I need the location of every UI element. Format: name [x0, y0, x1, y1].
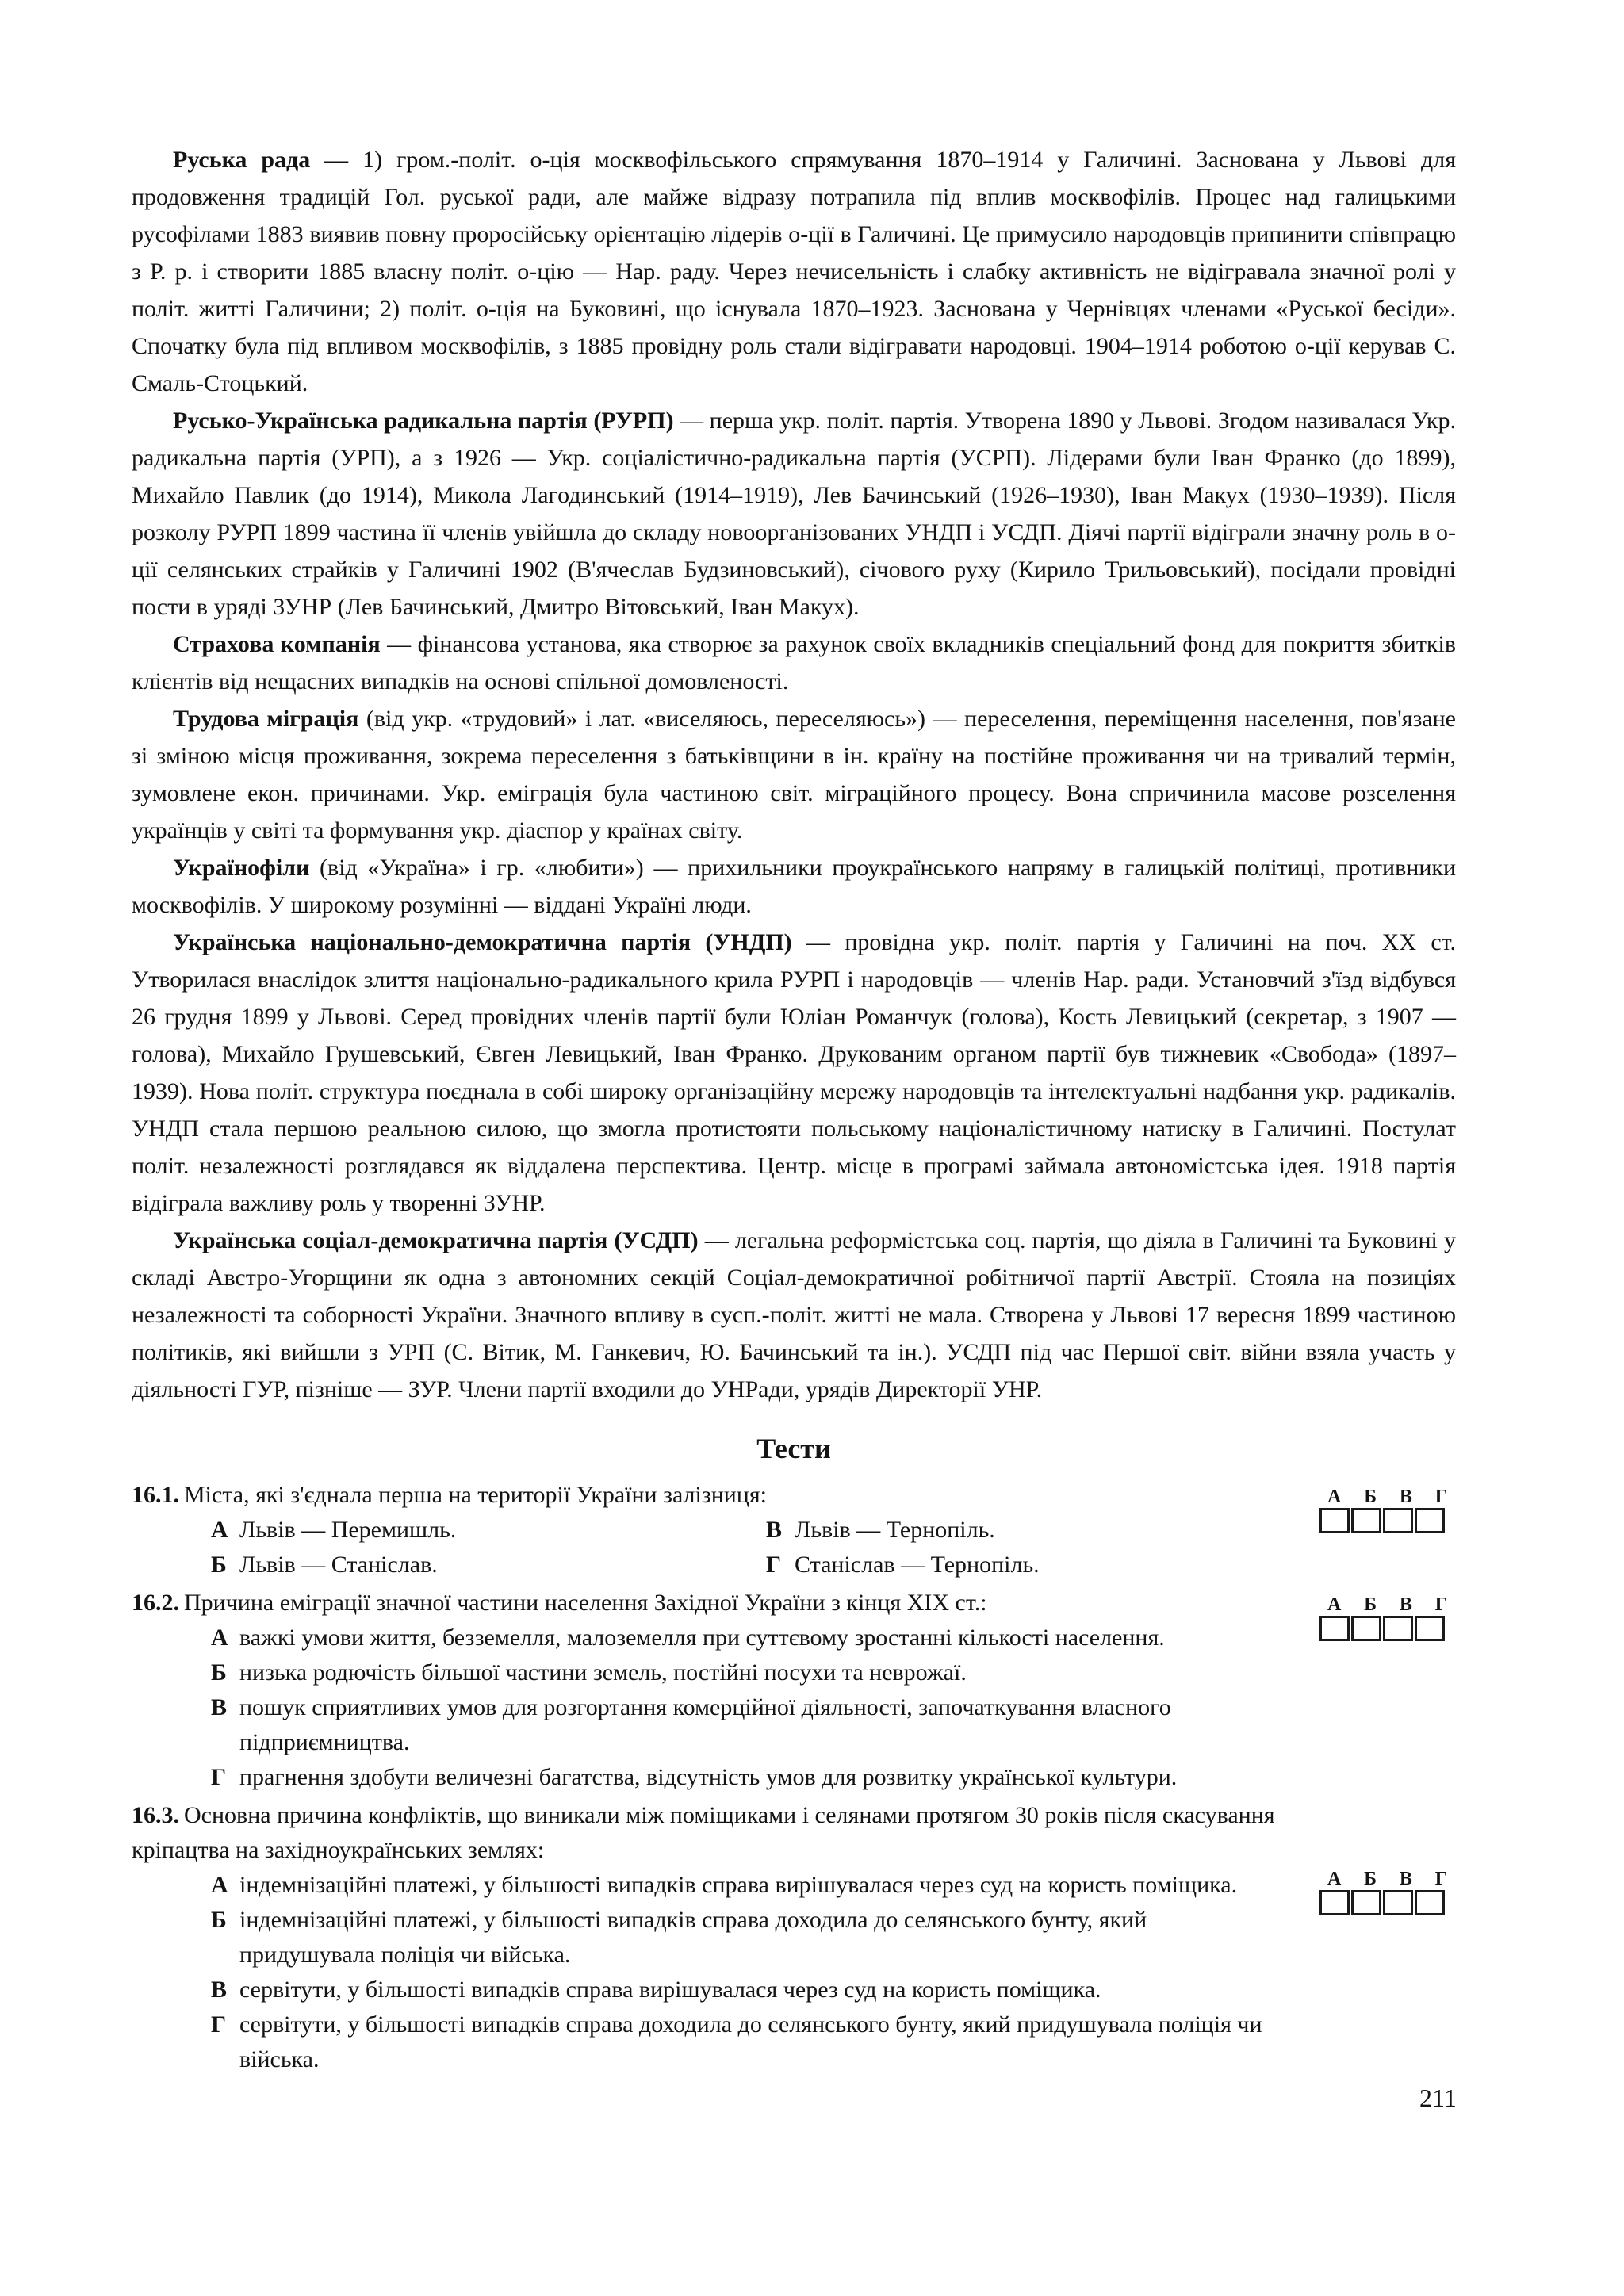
answer-option	[211, 1655, 1281, 1690]
answer-option	[766, 1513, 1274, 1548]
answer-grid	[1320, 1487, 1456, 1533]
answer-option	[211, 1903, 1281, 1973]
answer-option	[211, 1548, 718, 1582]
glossary-definition: — легальна реформістська соц. партія, що діяла в Галичині та Буковині у складі Австро-Угорщини як одна з автономних секцій Соціал-демократичної робітничої партії Австрії. Стояла на позиціях незалежності та соборності України. Значного впливу в сусп.-політ. житті не мала. Створена у Львові 17 вересня 1899 частиною політиків, які вийшли з УРП (С. Вітик, М. Ганкевич, Ю. Бачинський та ін.). УСДП під час Першої світ. війни взяла участь у діяльності ГУР, пізніше — ЗУР. Члени партії входили до УНРади, урядів Директорії УНР.	[132, 1227, 1456, 1402]
option-letter: А	[211, 1517, 228, 1543]
option-text: Львів — Перемишль.	[239, 1517, 457, 1543]
question-number: 16.1.	[132, 1482, 179, 1508]
glossary-entry	[132, 700, 1456, 849]
question-text: Міста, які з'єднала перша на території України залізниця:	[184, 1482, 767, 1508]
answer-option	[211, 2007, 1281, 2077]
option-text: пошук сприятливих умов для розгортання комерційної діяльності, започаткування власного підприємництва.	[239, 1694, 1171, 1755]
option-text: низька родючість більшої частини земель, постійні посухи та неврожаї.	[239, 1659, 967, 1686]
glossary-entry	[132, 1222, 1456, 1408]
glossary-term: Українська соціал-демократична партія (УСДП)	[173, 1227, 699, 1253]
option-text: сервітути, у більшості випадків справа вирішувалася через суд на користь поміщика.	[239, 1976, 1101, 2003]
test-question	[132, 1586, 1456, 1795]
glossary-term: Русько-Українська радикальна партія (РУРП)	[173, 408, 674, 434]
answer-option	[766, 1548, 1274, 1582]
answer-checkbox[interactable]	[1415, 1508, 1445, 1533]
glossary-definition: — фінансова установа, яка створює за рахунок своїх вкладників спеціальний фонд для покриття збитків клієнтів від нещасних випадків на основі спільної домовленості.	[132, 631, 1457, 695]
answer-grid-letter: А	[1327, 1594, 1342, 1615]
answer-grid-letter: В	[1399, 1869, 1413, 1889]
option-letter: А	[211, 1872, 228, 1898]
glossary-entry	[132, 924, 1456, 1222]
glossary-entry	[132, 141, 1456, 402]
option-text: Львів — Станіслав.	[239, 1552, 438, 1578]
answer-checkbox[interactable]	[1320, 1890, 1350, 1915]
answer-checkbox[interactable]	[1415, 1616, 1445, 1641]
option-text: індемнізаційні платежі, у більшості випадків справа вирішувалася через суд на користь поміщика.	[239, 1872, 1238, 1898]
answer-grid-letter: Г	[1434, 1487, 1448, 1507]
answer-grid-letters	[1320, 1869, 1456, 1888]
glossary-definition: (від укр. «трудовий» і лат. «виселяюсь, переселяюсь») — переселення, переміщення населення, пов'язане зі зміною місця проживання, зокрема переселення з батьківщини в ін. країну на постійне проживання чи на тривалий термін, зумовлене екон. причинами. Укр. еміграція була частиною світ. міграційного процесу. Вона спричинила масове розселення українців у світі та формування укр. діаспор у країнах світу.	[132, 706, 1456, 844]
option-letter: Г	[211, 1764, 227, 1790]
glossary-term: Українська національно-демократична партія (УНДП)	[173, 929, 792, 955]
answer-grid-cells	[1320, 1890, 1456, 1915]
option-letter: В	[211, 1976, 228, 2003]
glossary-term: Українофіли	[173, 855, 310, 881]
glossary-entry	[132, 626, 1456, 700]
option-text: індемнізаційні платежі, у більшості випадків справа доходила до селянського бунту, який придушувала поліція чи війська.	[239, 1907, 1147, 1968]
option-letter: Г	[211, 2011, 227, 2038]
answer-grid-cells	[1320, 1508, 1456, 1533]
answer-options	[132, 1513, 1281, 1582]
question-number: 16.3.	[132, 1802, 179, 1828]
test-question	[132, 1478, 1456, 1582]
answer-grid-letter: В	[1399, 1487, 1413, 1507]
answer-grid	[1320, 1869, 1456, 1915]
answer-checkbox[interactable]	[1320, 1508, 1350, 1533]
answer-option	[211, 1760, 1281, 1795]
glossary-term: Трудова міграція	[173, 706, 359, 732]
question-text: Основна причина конфліктів, що виникали між поміщиками і селянами протягом 30 років після скасування кріпацтва на західноукраїнських землях:	[132, 1802, 1275, 1863]
answer-checkbox[interactable]	[1351, 1890, 1381, 1915]
answer-option	[211, 1973, 1281, 2007]
answer-grid-letter: Б	[1364, 1594, 1378, 1615]
option-text: прагнення здобути величезні багатства, відсутність умов для розвитку української культури.	[239, 1764, 1178, 1790]
answer-checkbox[interactable]	[1383, 1890, 1413, 1915]
option-text: Станіслав — Тернопіль.	[795, 1552, 1040, 1578]
answer-checkbox[interactable]	[1415, 1890, 1445, 1915]
question-stem	[132, 1478, 1281, 1513]
answer-grid-letter: Б	[1364, 1487, 1378, 1507]
answer-checkbox[interactable]	[1383, 1616, 1413, 1641]
answer-grid-letter: Б	[1364, 1869, 1378, 1889]
option-text: Львів — Тернопіль.	[795, 1517, 995, 1543]
tests-section	[132, 1478, 1456, 2077]
answer-checkbox[interactable]	[1351, 1508, 1381, 1533]
answer-grid-letter: В	[1399, 1594, 1413, 1615]
glossary-entry	[132, 402, 1456, 626]
answer-grid-letter: Г	[1434, 1869, 1448, 1889]
glossary-definition: (від «Україна» і гр. «любити») — прихильники проукраїнського напряму в галицькій політиці, противники москвофілів. У широкому розумінні — віддані Україні люди.	[132, 855, 1456, 918]
question-stem	[132, 1586, 1281, 1621]
answer-options	[132, 1868, 1281, 2077]
glossary-definition: — перша укр. політ. партія. Утворена 1890 у Львові. Згодом називалася Укр. радикальна партія (УРП), а з 1926 — Укр. соціалістично-радикальна партія (УСРП). Лідерами були Іван Франко (до 1899), Михайло Павлик (до 1914), Микола Лагодинський (1914–1919), Лев Бачинський (1926–1930), Іван Макух (1930–1939). Після розколу РУРП 1899 частина її членів увійшла до складу новоорганізованих УНДП і УСДП. Діячі партії відіграли значну роль в о-ції селянських страйків у Галичині 1902 (В'ячеслав Будзиновський), січового руху (Кирило Трильовський), посідали провідні пости в уряді ЗУНР (Лев Бачинський, Дмитро Вітовський, Іван Макух).	[132, 408, 1456, 620]
glossary-section	[132, 141, 1456, 1408]
test-question	[132, 1798, 1456, 2077]
page-content	[132, 141, 1456, 2077]
answer-grid-cells	[1320, 1616, 1456, 1641]
answer-checkbox[interactable]	[1320, 1616, 1350, 1641]
option-letter: Б	[211, 1907, 227, 1933]
answer-checkbox[interactable]	[1351, 1616, 1381, 1641]
glossary-definition: — провідна укр. політ. партія у Галичині на поч. XX ст. Утворилася внаслідок злиття національно-радикального крила РУРП і народовців — членів Нар. ради. Установчий з'їзд відбувся 26 грудня 1899 у Львові. Серед провідних членів партії були Юліан Романчук (голова), Кость Левицький (секретар, з 1907 — голова), Михайло Грушевський, Євген Левицький, Іван Франко. Друкованим органом партії був тижневик «Свобода» (1897–1939). Нова політ. структура поєднала в собі широку організаційну мережу народовців та інтелектуальні надбання укр. радикалів. УНДП стала першою реальною силою, що змогла протистояти польському націоналістичному натиску в Галичині. Постулат політ. незалежності розглядався як віддалена перспектива. Центр. місце в програмі займала автономістська ідея. 1918 партія відіграла важливу роль у творенні ЗУНР.	[132, 929, 1456, 1216]
option-text: важкі умови життя, безземелля, малоземелля при суттєвому зростанні кількості населення.	[239, 1624, 1165, 1651]
answer-grid-letters	[1320, 1487, 1456, 1506]
option-letter: А	[211, 1624, 228, 1651]
page-number: 211	[1419, 2084, 1457, 2112]
glossary-entry	[132, 849, 1456, 924]
answer-option	[211, 1513, 718, 1548]
answer-grid-letter: А	[1327, 1487, 1342, 1507]
answer-checkbox[interactable]	[1383, 1508, 1413, 1533]
option-letter: Г	[766, 1552, 782, 1578]
tests-heading: Тести	[756, 1433, 831, 1464]
glossary-definition: — 1) гром.-політ. о-ція москвофільського спрямування 1870–1914 у Галичині. Заснована у Львові для продовження традицій Гол. руської ради, але майже відразу потрапила під вплив москвофілів. Процес над галицькими русофілами 1883 виявив повну проросійську орієнтацію лідерів о-ції в Галичині. Це примусило народовців припинити співпрацю з Р. р. і створити 1885 власну політ. о-цію — Нар. раду. Через нечисельність і слабку активність не відігравала значної ролі у політ. житті Галичини; 2) політ. о-ція на Буковині, що існувала 1870–1923. Заснована у Чернівцях членами «Руської бесіди». Спочатку була під впливом москвофілів, з 1885 провідну роль стали відігравати народовці. 1904–1914 роботою о-ції керував С. Смаль-Стоцький.	[132, 147, 1456, 396]
option-text: сервітути, у більшості випадків справа доходила до селянського бунту, який придушувала поліція чи війська.	[239, 2011, 1262, 2072]
option-letter: В	[211, 1694, 228, 1720]
answer-option	[211, 1690, 1281, 1760]
option-letter: В	[766, 1517, 783, 1543]
answer-option	[211, 1621, 1281, 1655]
answer-grid	[1320, 1595, 1456, 1641]
glossary-term: Страхова компанія	[173, 631, 381, 657]
answer-grid-letter: Г	[1434, 1594, 1448, 1615]
question-number: 16.2.	[132, 1590, 179, 1616]
answer-options	[132, 1621, 1281, 1795]
answer-grid-letters	[1320, 1595, 1456, 1614]
glossary-term: Руська рада	[173, 147, 311, 173]
answer-grid-letter: А	[1327, 1869, 1342, 1889]
question-text: Причина еміграції значної частини населення Західної України з кінця XIX ст.:	[184, 1590, 987, 1616]
question-stem	[132, 1798, 1281, 1868]
answer-option	[211, 1868, 1281, 1903]
option-letter: Б	[211, 1659, 227, 1686]
option-letter: Б	[211, 1552, 227, 1578]
